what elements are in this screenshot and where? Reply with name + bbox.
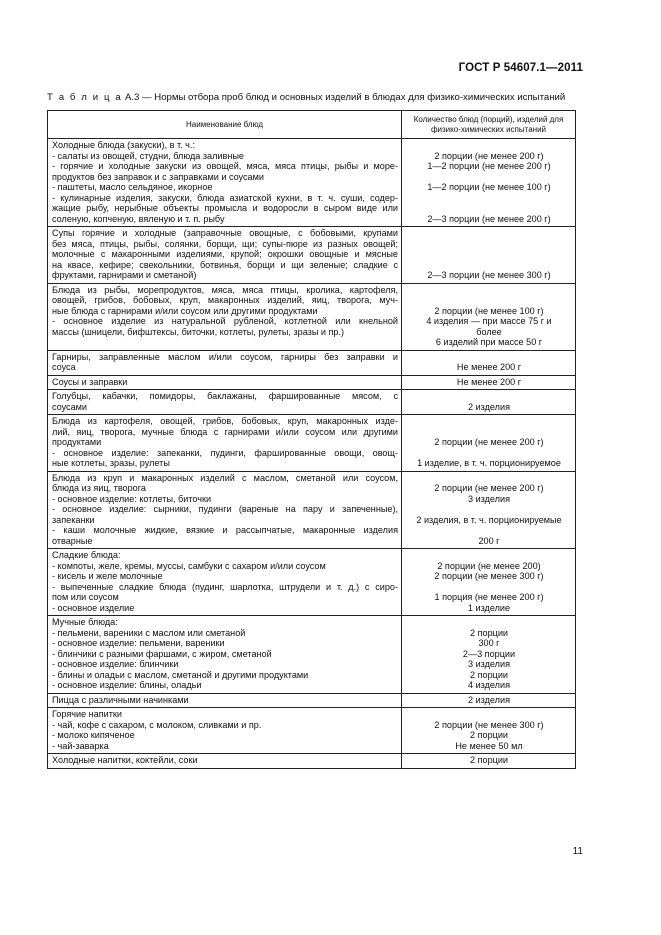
dish-text-line: ные блюда с гарнирами и/или соусом или другими продуктами	[52, 305, 318, 316]
sample-quantity-line: Не менее 200 г	[456, 362, 522, 373]
dish-text-line: - кулинарные изделия, закуски, блюда азиатской кухни, в т. ч. суши, содер-	[52, 192, 398, 203]
sample-quantity-cell	[402, 390, 576, 415]
dish-text-line: соленую, копченую, вяленую и т. п. рыбу	[52, 213, 225, 224]
sample-quantity-line: Не менее 50 мл	[455, 740, 523, 751]
dish-text-line: - горячие и холодные закуски из овощей, мяса, мяса птицы, рыбы и море-	[52, 161, 398, 172]
dish-name-cell	[48, 549, 402, 616]
sample-quantity-line: 2 изделия	[467, 694, 510, 705]
dish-text-line: Голубцы, кабачки, помидоры, баклажаны, фаршированные мясом, с	[52, 391, 398, 402]
caption-label: Т а б л и ц а	[47, 92, 123, 103]
sample-quantity-line: 2 порции	[470, 730, 508, 741]
sample-quantity-line: 2 порции (не менее 300 г)	[434, 571, 544, 582]
dish-text-line: Блюда из рыбы, морепродуктов, мяса, мяса птицы, кролика, картофеля,	[52, 284, 398, 295]
table-row	[48, 375, 576, 390]
sample-quantity-line: Не менее 200 г	[456, 376, 522, 387]
sample-quantity-line: 2 изделия	[467, 401, 510, 412]
dish-name-cell	[48, 283, 402, 350]
sample-quantity-line: 2 порции	[470, 669, 508, 680]
dish-text-line: на квасе, кефире; свекольники, ботвинья, борщи и щи зеленые; сладкие с	[52, 259, 398, 270]
sample-quantity-line: 4 изделия — при массе 75 г и	[426, 316, 552, 327]
dish-text-line: блюда из яиц, творога	[52, 483, 146, 494]
dish-text-line: Горячие напитки	[52, 709, 122, 720]
sample-quantity-line	[406, 193, 572, 204]
sample-quantity-line	[406, 228, 572, 239]
caption-number: А.3	[124, 92, 140, 103]
caption-text: — Нормы отбора проб блюд и основных изделий в блюдах для физико-химических испытаний	[142, 92, 566, 103]
sample-quantity-cell	[402, 693, 576, 708]
dish-text-line: - основное изделие: котлеты, биточки	[52, 493, 212, 504]
sample-quantity-line: 2 порции (не менее 200 г)	[434, 483, 544, 494]
sample-quantity-line: 6 изделий при массе 50 г	[435, 337, 543, 348]
dish-name-cell	[48, 471, 402, 549]
sample-quantity-line	[406, 249, 572, 260]
table-caption	[47, 92, 627, 103]
dish-text-line: ные котлеты, зразы, рулеты	[52, 458, 170, 469]
table-row	[48, 693, 576, 708]
dish-text-line: овощей, грибов, бобовых, круп, макаронных изделий, яиц, творога, муч-	[52, 295, 398, 306]
sample-quantity-line: 1—2 порции (не менее 200 г)	[427, 161, 551, 172]
sample-quantity-cell	[402, 350, 576, 375]
sample-quantity-line: 2 порции (не менее 200)	[437, 560, 541, 571]
sample-quantity-line: 2 порции (не менее 300 г)	[434, 719, 544, 730]
dish-text-line: Соусы и заправки	[52, 376, 128, 387]
dish-name-cell	[48, 415, 402, 472]
sample-quantity-cell	[402, 283, 576, 350]
sample-quantity-line: 2—3 порции	[462, 648, 516, 659]
dish-text-line: - каши молочные жидкие, вязкие и рассыпчатые, макаронные изделия	[52, 525, 398, 536]
dish-text-line: фруктами, гарнирами и сметаной)	[52, 270, 197, 281]
sample-quantity-cell	[402, 415, 576, 472]
dish-text-line: Пицца с различными начинками	[52, 694, 189, 705]
table-row	[48, 283, 576, 350]
dish-text-line: - паштеты, масло сельдяное, икорное	[52, 182, 213, 193]
table-row	[48, 549, 576, 616]
sampling-norms-table	[47, 110, 576, 769]
column-header-quantity: Количество блюд (порций), изделий для физико-химических испытаний	[402, 111, 576, 139]
sample-quantity-line: 1 изделие, в т. ч. порционируемое	[417, 458, 561, 469]
sample-quantity-cell	[402, 375, 576, 390]
dish-text-line: - чай, кофе с сахаром, с молоком, сливками и пр.	[52, 719, 262, 730]
sample-quantity-line	[406, 427, 572, 438]
sample-quantity-line	[406, 295, 572, 306]
dish-text-line: Гарниры, заправленные маслом и/или соусом, гарниры без заправки и	[52, 351, 398, 362]
table-row	[48, 227, 576, 284]
sample-quantity-line: 1 изделие	[467, 602, 511, 613]
dish-text-line: - пельмени, вареники с маслом или сметаной	[52, 627, 246, 638]
table-row	[48, 139, 576, 227]
dish-text-line: молочные с макаронными изделиями, крупой; окрошки овощные и мясные	[52, 249, 398, 260]
sample-quantity-line: 2 изделия, в т. ч. порционируемые	[416, 514, 562, 525]
dish-text-line: - блины и оладьи с маслом, сметаной и другими продуктами	[52, 669, 309, 680]
sample-quantity-cell	[402, 227, 576, 284]
sample-quantity-line: более	[476, 326, 502, 337]
sample-quantity-cell	[402, 549, 576, 616]
dish-text-line	[52, 337, 398, 348]
sample-quantity-line: 1—2 порции (не менее 100 г)	[427, 182, 551, 193]
dish-text-line: Холодные блюда (закуски), в т. ч.:	[52, 140, 195, 151]
sample-quantity-line: 3 изделия	[467, 659, 510, 670]
dish-text-line: Блюда из круп и макаронных изделий с маслом, сметаной или соусом,	[52, 472, 398, 483]
sample-quantity-line	[406, 391, 572, 402]
table-row	[48, 415, 576, 472]
sample-quantity-line	[406, 617, 572, 628]
sample-quantity-cell	[402, 708, 576, 754]
table-row	[48, 754, 576, 769]
dish-name-cell	[48, 227, 402, 284]
dish-text-line: лий, яиц, творога, мучные блюда с гарнирами и/или соусом или другими	[52, 426, 398, 437]
sample-quantity-line	[406, 172, 572, 183]
page-number: 11	[572, 846, 583, 857]
sample-quantity-line	[406, 416, 572, 427]
dish-text-line: - основное изделие: сырники, пудинги (вареные на пару и запеченные),	[52, 504, 398, 515]
sample-quantity-cell	[402, 616, 576, 694]
sample-quantity-line	[406, 582, 572, 593]
dish-text-line: пом или соусом	[52, 592, 119, 603]
standard-designation: ГОСТ Р 54607.1—2011	[458, 62, 583, 74]
dish-text-line: соусами	[52, 401, 87, 412]
dish-text-line: соуса	[52, 362, 76, 373]
sample-quantity-line: 3 изделия	[467, 493, 510, 504]
dish-text-line: - салаты из овощей, студни, блюда заливные	[52, 150, 244, 161]
sample-quantity-line	[406, 448, 572, 459]
dish-text-line: - кисель и желе молочные	[52, 571, 163, 582]
dish-text-line: продуктов без заправок и с заправками и соусами	[52, 171, 264, 182]
dish-text-line: - основное изделие: блины, оладьи	[52, 680, 202, 691]
dish-text-line: Сладкие блюда:	[52, 550, 121, 561]
dish-name-cell	[48, 616, 402, 694]
sample-quantity-line	[406, 203, 572, 214]
sample-quantity-line	[406, 550, 572, 561]
table-row	[48, 616, 576, 694]
sample-quantity-line	[406, 473, 572, 484]
sample-quantity-cell	[402, 754, 576, 769]
dish-text-line: Супы горячие и холодные (заправочные овощные, с бобовыми, крупами	[52, 228, 398, 239]
sample-quantity-line: 2 порции (не менее 100 г)	[434, 305, 544, 316]
dish-text-line: массы (шницели, бифштексы, биточки, котлеты, рулеты, зразы и пр.)	[52, 326, 345, 337]
dish-text-line: Мучные блюда:	[52, 617, 118, 628]
dish-text-line: - молоко кипяченое	[52, 730, 135, 741]
sample-quantity-line: 2 порции	[470, 627, 508, 638]
dish-text-line: - основное изделие: блинчики	[52, 659, 179, 670]
table-row	[48, 708, 576, 754]
sample-quantity-line: 200 г	[478, 535, 500, 546]
dish-text-line: отварные	[52, 535, 93, 546]
column-header-dish-name: Наименование блюд	[48, 111, 402, 139]
sample-quantity-line	[406, 504, 572, 515]
dish-text-line: Блюда из картофеля, овощей, грибов, бобовых, круп, макаронных изде-	[52, 416, 398, 427]
dish-text-line: - компоты, желе, кремы, муссы, самбуки с сахаром и/или соусом	[52, 560, 326, 571]
sample-quantity-line: 2 порции (не менее 200 г)	[434, 150, 544, 161]
table-header-row	[48, 111, 576, 139]
sample-quantity-line	[406, 352, 572, 363]
dish-text-line: - выпеченные сладкие блюда (пудинг, шарлотка, штрудели и т. д.) с сиро-	[52, 581, 398, 592]
sample-quantity-line: 2—3 порции (не менее 300 г)	[427, 270, 551, 281]
sample-quantity-line	[406, 525, 572, 536]
dish-text-line: продуктами	[52, 437, 102, 448]
dish-text-line: - основное изделие: пельмени, вареники	[52, 638, 225, 649]
sample-quantity-cell	[402, 471, 576, 549]
dish-name-cell	[48, 375, 402, 390]
sample-quantity-line: 2 порции	[470, 755, 508, 766]
dish-text-line: - чай-заварка	[52, 740, 109, 751]
sample-quantity-line	[406, 140, 572, 151]
sample-quantity-line: 2 порции (не менее 200 г)	[434, 437, 544, 448]
dish-text-line: жащие рыбу, нерыбные объекты промысла и водоросли в сыром виде или	[52, 203, 398, 214]
sample-quantity-line: 1 порция (не менее 200 г)	[434, 592, 544, 603]
sample-quantity-line: 300 г	[478, 638, 500, 649]
dish-name-cell	[48, 754, 402, 769]
dish-text-line: - основное изделие	[52, 602, 135, 613]
dish-text-line: - основное изделие: запеканки, пудинги, фаршированные овощи, овощ-	[52, 447, 398, 458]
sample-quantity-line: 4 изделия	[467, 680, 510, 691]
dish-text-line: без мяса, птицы, рыбы, солянки, борщи, щи; супы-пюре из разных овощей;	[52, 238, 398, 249]
dish-text-line: Холодные напитки, коктейли, соки	[52, 755, 198, 766]
sample-quantity-cell	[402, 139, 576, 227]
dish-name-cell	[48, 693, 402, 708]
dish-name-cell	[48, 708, 402, 754]
dish-text-line: - основное изделие из натуральной рубленой, котлетной или кнельной	[52, 316, 398, 327]
dish-name-cell	[48, 390, 402, 415]
dish-text-line: - блинчики с разными фаршами, с жиром, сметаной	[52, 648, 272, 659]
sample-quantity-line	[406, 239, 572, 250]
table-row	[48, 390, 576, 415]
sample-quantity-line	[406, 285, 572, 296]
sample-quantity-line	[406, 709, 572, 720]
sample-quantity-line: 2—3 порции (не менее 200 г)	[427, 213, 551, 224]
table-row	[48, 471, 576, 549]
dish-name-cell	[48, 139, 402, 227]
dish-text-line: запеканки	[52, 514, 95, 525]
sample-quantity-line	[406, 260, 572, 271]
dish-name-cell	[48, 350, 402, 375]
table-row	[48, 350, 576, 375]
